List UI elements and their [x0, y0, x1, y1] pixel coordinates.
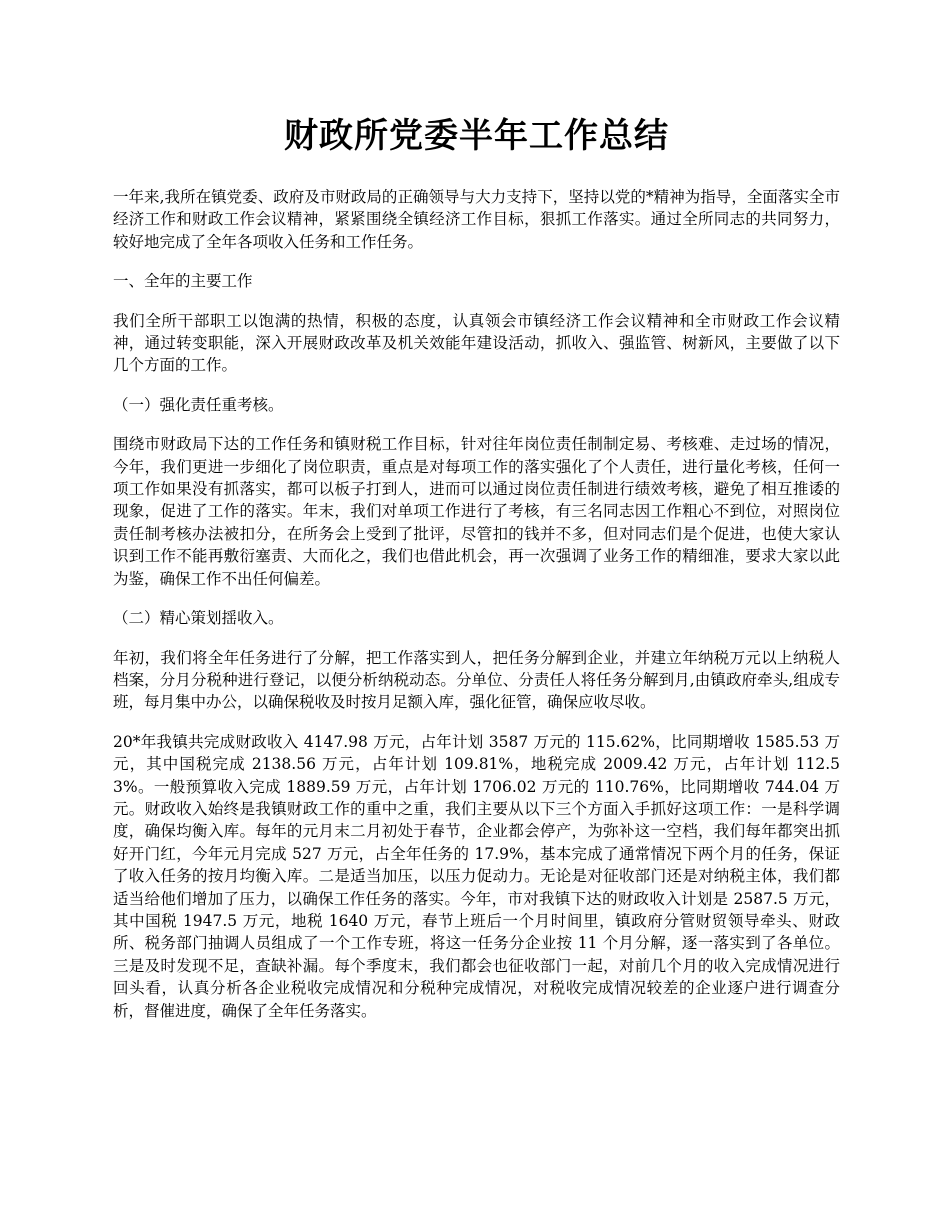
- document-title: 财政所党委半年工作总结: [284, 116, 669, 156]
- paragraph-main-work: 我们全所干部职工以饱满的热情，积极的态度，认真领会市镇经济工作会议精神和全市财政工作会议精神，通过转变职能，深入开展财政改革及机关效能年建设活动，抓收入、强监管、树新风，主要做了以下几个方面的工作。: [113, 311, 840, 375]
- subsection-heading-revenue: （二）精心策划揺收入。: [113, 609, 284, 628]
- subsection-heading-responsibility: （一）强化责任重考核。: [113, 395, 284, 414]
- paragraph-revenue-results: 20*年我镇共完成财政收入 4147.98 万元，占年计划 3587 万元的 115.62%，比同期增收 1585.53 万元，其中国税完成 2138.56 万元，占年计划 109.81%，地税完成 2009.42 万元，占年计划 112.53%。一般预算收入完成 1889.59 万元，占年计划 1706.02 万元的 110.76%，比同期增收 744.04 万元。财政收入始终是我镇财政工作的重中之重，我们主要从以下三个方面入手抓好这项工作：一是科学调度，确保均衡入库。每年的元月末二月初处于春节，企业都会停产，为弥补这一空档，我们每年都突出抓好开门红，今年元月完成 527 万元，占全年任务的 17.9%，基本完成了通常情况下两个月的任务，保证了收入任务的按月均衡入库。二是适当加压，以压力促动力。无论是对征收部门还是对纳税主体，我们都适当给他们增加了压力，以确保工作任务的落实。今年，市对我镇下达的财政收入计划是 2587.5 万元，其中国税 1947.5 万元，地税 1640 万元，春节上班后一个月时间里，镇政府分管财贸领导牵头、财政所、税务部门抽调人员组成了一个工作专班，将这一任务分企业按 11 个月分解，逐一落实到了各单位。三是及时发现不足，查缺补漏。每个季度末，我们都会也征收部门一起，对前几个月的收入完成情况进行回头看，认真分析各企业税收完成情况和分税种完成情况，对税收完成情况较差的企业逐户进行调查分析，督催进度，确保了全年任务落实。: [113, 732, 840, 1020]
- section-heading-main-work: 一、全年的主要工作: [113, 272, 253, 291]
- paragraph-revenue-plan: 年初，我们将全年任务进行了分解，把工作落实到人，把任务分解到企业，并建立年纳税万元以上纳税人档案，分月分税种进行登记，以便分析纳税动态。分单位、分责任人将任务分解到月,由镇政府牵头,组成专班，每月集中办公，以确保税收及时按月足额入库，强化征管，确保应收尽收。: [113, 648, 840, 712]
- paragraph-responsibility: 围绕市财政局下达的工作任务和镇财税工作目标，针对往年岗位责任制制定易、考核难、走过场的情况，今年，我们更进一步细化了岗位职责，重点是对每项工作的落实强化了个人责任，进行量化考核，任何一项工作如果没有抓落实，都可以板子打到人，进而可以通过岗位责任制进行绩效考核，避免了相互推诿的现象，促进了工作的落实。年末，我们对单项工作进行了考核，有三名同志因工作粗心不到位，对照岗位责任制考核办法被扣分，在所务会上受到了批评，尽管扣的钱并不多，但对同志们是个促进，也使大家认识到工作不能再敷衍塞责、大而化之，我们也借此机会，再一次强调了业务工作的精细准，要求大家以此为鉴，确保工作不出任何偏差。: [113, 435, 840, 588]
- paragraph-intro: 一年来,我所在镇党委、政府及市财政局的正确领导与大力支持下，坚持以党的*精神为指导，全面落实全市经济工作和财政工作会议精神，紧紧围绕全镇经济工作目标，狠抓工作落实。通过全所同志的共同努力，较好地完成了全年各项收入任务和工作任务。: [113, 188, 840, 251]
